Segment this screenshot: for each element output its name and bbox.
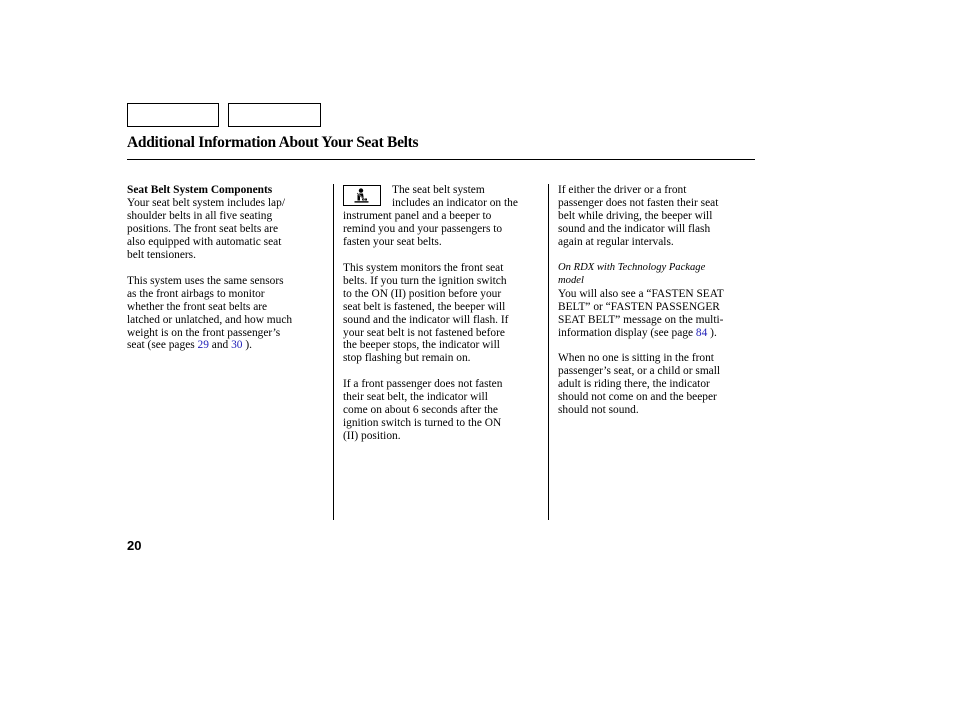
text-line: to the ON (II) position before your	[343, 287, 502, 300]
section-heading: Seat Belt System Components	[127, 184, 273, 196]
page-link-30[interactable]: 30	[231, 339, 243, 352]
text-line: SEAT BELT” message on the multi-	[558, 313, 724, 326]
column-divider-2	[548, 184, 549, 520]
paragraph-indicator	[343, 184, 540, 249]
paragraph-components	[127, 197, 323, 262]
text-line: ignition switch is turned to the ON	[343, 417, 502, 430]
text-line: whether the front seat belts are	[127, 300, 268, 313]
nav-button-previous[interactable]	[127, 103, 219, 127]
text-line: adult is riding there, the indicator	[558, 378, 710, 391]
text-line: your seat belt is not fastened before	[343, 326, 505, 339]
text-line: stop flashing but remain on.	[343, 352, 471, 365]
paragraph-message	[558, 262, 753, 340]
model-note: model	[558, 274, 584, 286]
text-line: BELT” or “FASTEN PASSENGER	[558, 300, 720, 313]
text-line: passenger’s seat, or a child or small	[558, 365, 721, 378]
text-line: sound and the indicator will flash	[558, 222, 711, 235]
text-line: sound and the indicator will flash. If	[343, 313, 509, 326]
page-title: Additional Information About Your Seat Belts	[127, 134, 419, 151]
text-line: passenger does not fasten their seat	[558, 196, 719, 209]
column-1	[127, 184, 323, 365]
text-line: belts. If you turn the ignition switch	[343, 274, 507, 287]
text-line: latched or unlatched, and how much	[127, 313, 293, 326]
text-line: also equipped with automatic seat	[127, 235, 282, 248]
paragraph-driving	[558, 184, 753, 249]
text-line: weight is on the front passenger’s	[127, 326, 281, 339]
text-line	[127, 339, 323, 352]
column-3	[558, 184, 753, 430]
text-line: remind you and your passengers to	[343, 222, 503, 235]
text-fragment: information display (see page	[558, 326, 696, 339]
column-2	[343, 184, 540, 456]
text-line: If either the driver or a front	[558, 184, 687, 196]
text-line: come on about 6 seconds after the	[343, 404, 498, 417]
text-line: includes an indicator on the	[392, 196, 518, 209]
text-line: positions. The front seat belts are	[127, 222, 278, 235]
text-fragment: ).	[707, 326, 717, 339]
text-line: If a front passenger does not fasten	[343, 378, 503, 391]
text-line: When no one is sitting in the front	[558, 352, 714, 365]
model-note: On RDX with Technology Package	[558, 261, 706, 273]
text-line: You will also see a “FASTEN SEAT	[558, 287, 724, 300]
text-line: their seat belt, the indicator will	[343, 391, 488, 404]
text-line: belt while driving, the beeper will	[558, 209, 713, 222]
text-line: should not sound.	[558, 404, 639, 417]
paragraph-passenger	[343, 378, 540, 443]
nav-button-next[interactable]	[228, 103, 321, 127]
page-number: 20	[127, 538, 142, 553]
text-line: as the front airbags to monitor	[127, 287, 265, 300]
text-line: seat belt is fastened, the beeper will	[343, 300, 506, 313]
paragraph-sensors	[127, 275, 323, 353]
text-line: fasten your seat belts.	[343, 235, 442, 248]
text-line: again at regular intervals.	[558, 235, 674, 248]
text-line: should not come on and the beeper	[558, 391, 717, 404]
text-line: instrument panel and a beeper to	[343, 209, 492, 222]
text-fragment: and	[208, 339, 232, 352]
text-line: shoulder belts in all five seating	[127, 209, 273, 222]
text-line	[558, 327, 753, 340]
text-line: (II) position.	[343, 430, 401, 443]
text-fragment: ).	[242, 339, 252, 352]
paragraph-no-occupant	[558, 352, 753, 417]
title-divider	[127, 159, 755, 160]
column-divider-1	[333, 184, 334, 520]
text-fragment: seat (see pages	[127, 339, 198, 352]
text-line: This system uses the same sensors	[127, 274, 284, 287]
text-line: The seat belt system	[392, 184, 485, 196]
text-line: the beeper stops, the indicator will	[343, 339, 500, 352]
page-link-84[interactable]: 84	[695, 326, 708, 339]
paragraph-monitor	[343, 262, 540, 366]
text-line: Your seat belt system includes lap/	[127, 196, 285, 209]
page-link-29[interactable]: 29	[197, 339, 209, 352]
text-line: This system monitors the front seat	[343, 261, 504, 274]
text-line: belt tensioners.	[127, 248, 196, 261]
